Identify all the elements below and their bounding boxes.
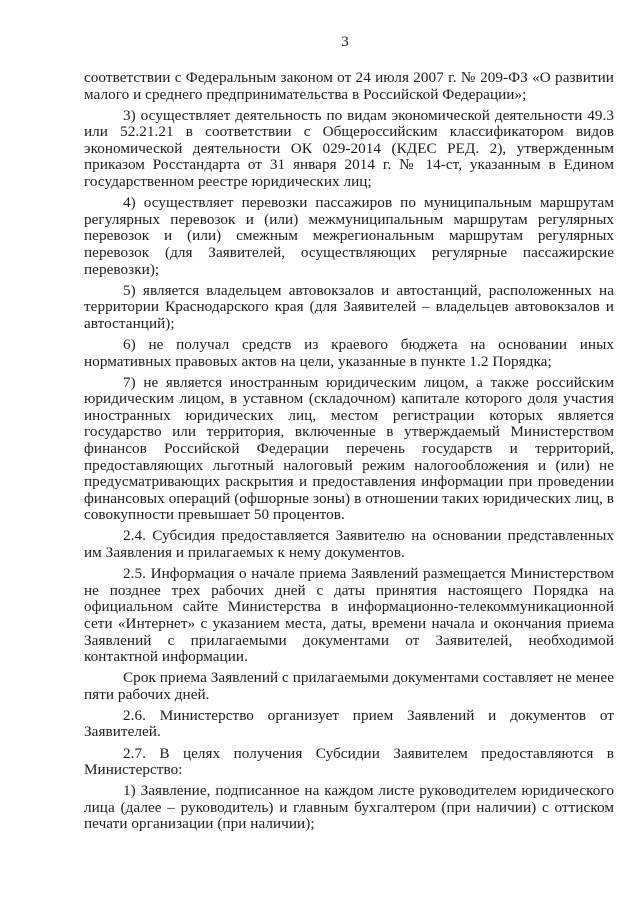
paragraph-item-7-foreign-entity: 7) не является иностранным юридическим лицом, а также российским юридическим лицом, в уставном (складочном) капитале которого доля участия иностранных юридических лиц, местом регистрации которых является государство или территория, включенные в утверждаемый Министерством финансов Российской Федерации перечень государств и территорий, предоставляющих льготный налоговый режим налогообложения и (или) не предусматривающих раскрытия и предоставления информации при проведении финансовых операций (офшорные зоны) в отношении таких юридических лиц, в совокупности превышает 50 процентов. — [84, 373, 614, 524]
paragraph-2-7-documents-required: 2.7. В целях получения Субсидии Заявителем предоставляются в Министерство: — [84, 744, 614, 779]
paragraph-2-5-information-publication: 2.5. Информация о начале приема Заявлений размещается Министерством не позднее трех рабочих дней с даты принятия настоящего Порядка на официальном сайте Министерства в информационно-телекоммуникационной сети «Интернет» с указанием места, даты, времени начала и окончания приема Заявлений с прилагаемыми документами от Заявителей, необходимой контактной информации. — [84, 565, 614, 666]
paragraph-item-6-regional-budget: 6) не получал средств из краевого бюджета на основании иных нормативных правовых актов на цели, указанные в пункте 1.2 Порядка; — [84, 335, 614, 370]
page-number: 3 — [341, 34, 349, 50]
paragraph-2-6-ministry-reception: 2.6. Министерство организует прием Заявлений и документов от Заявителей. — [84, 706, 614, 741]
paragraph-application-period: Срок приема Заявлений с прилагаемыми документами составляет не менее пяти рабочих дней. — [84, 669, 614, 703]
paragraph-item-3-economic-activity: 3) осуществляет деятельность по видам экономической деятельности 49.3 или 52.21.21 в соответствии с Общероссийским классификатором видов экономической деятельности ОК 029-2014 (КДЕС РЕД. 2), утвержденным приказом Росстандарта от 31 января 2014 г. № 14-ст, указанным в Едином государственном реестре юридических лиц; — [84, 106, 614, 191]
paragraph-item-5-bus-stations: 5) является владельцем автовокзалов и автостанций, расположенных на территории Краснодарского края (для Заявителей – владельцев автовокзалов и автостанций); — [84, 281, 614, 332]
paragraph-item-1-application-signed: 1) Заявление, подписанное на каждом листе руководителем юридического лица (далее – руководитель) и главным бухгалтером (при наличии) с оттиском печати организации (при наличии); — [84, 782, 614, 833]
paragraph-federal-law-reference: соответствии с Федеральным законом от 24 июля 2007 г. № 209-ФЗ «О развитии малого и среднего предпринимательства в Российской Федерации»; — [84, 69, 614, 103]
paragraph-item-4-passenger-transport: 4) осуществляет перевозки пассажиров по муниципальным маршрутам регулярных перевозок и (или) межмуниципальным маршрутам регулярных перевозок и (или) смежным межрегиональным маршрутам регулярных перевозок (для Заявителей, осуществляющих регулярные пассажирские перевозки); — [84, 194, 614, 278]
paragraph-2-4-subsidy-basis: 2.4. Субсидия предоставляется Заявителю на основании представленных им Заявления и прилагаемых к нему документов. — [84, 527, 614, 562]
document-page — [84, 34, 614, 838]
